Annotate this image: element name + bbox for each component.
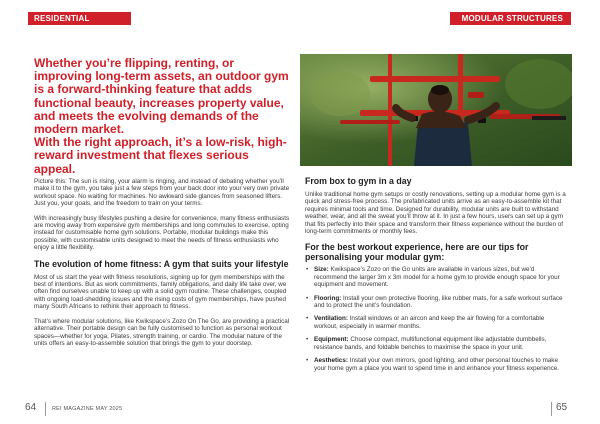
tips-list [305, 266, 567, 371]
lead-paragraph-2: With the right approach, it’s a low-risk, high-reward investment that flexes serious appeal. [34, 135, 287, 176]
tip-text: Install your own protective flooring, like rubber mats, for a safe workout surface and to protect the unit’s foundation. [314, 294, 563, 310]
tip-text: Install your own mirrors, good lighting, and other personal touches to make your home gym a place you want to spend time in and enhance your fitness experience. [314, 357, 560, 372]
lead-paragraph-1: Whether you’re flipping, renting, or improving long-term assets, an outdoor gym is a forward-thinking feature that adds functional beauty, increases property value, and meets the evolving demands of the modern market. [34, 56, 289, 137]
footer-divider [45, 402, 46, 416]
bullet-icon: • [306, 266, 309, 274]
section-heading-evolution: The evolution of home fitness: A gym that suits your lifestyle [34, 258, 289, 269]
section-heading-tips: For the best workout experience, here are our tips for personalising your modular gym: [305, 242, 529, 263]
tip-title: Aesthetics: [314, 357, 348, 365]
section-tag-modular-structures: MODULAR STRUCTURES [450, 12, 571, 25]
lead-quote [34, 57, 292, 176]
outdoor-gym-photo [300, 54, 572, 166]
bullet-icon: • [306, 315, 309, 323]
right-column [305, 174, 567, 378]
tip-text: Install windows or an aircon and keep the air flowing for a comfortable workout, especially in warmer months. [314, 315, 545, 330]
tip-title: Equipment: [314, 336, 349, 344]
magazine-name: REI MAGAZINE MAY 2025 [52, 406, 123, 412]
tip-aesthetics [305, 357, 567, 372]
section-tag-residential: RESIDENTIAL [28, 12, 131, 25]
tip-title: Ventilation: [314, 315, 348, 323]
convenience-paragraph: With increasingly busy lifestyles pushing a desire for convenience, many fitness enthusiasts are moving away from expensive gym memberships and long commutes to exercise, opting instead for customisable home gym solutions. Portable, modular buildings make this possible, with customisable units designed to meet the needs of fitness enthusiasts who enjoy a little flexibility. [34, 214, 290, 252]
bullet-icon: • [306, 336, 309, 344]
tip-ventilation [305, 315, 567, 330]
footer-divider [551, 402, 552, 416]
tip-flooring [305, 295, 567, 310]
tip-text: Kwikspace’s Zozo on the Go units are available in various sizes, but we’d recommend the larger 3m x 3m model for a home gym to provide enough space for your equipment and movement. [314, 266, 560, 289]
modular-solutions-paragraph: That’s where modular solutions, like Kwikspace’s Zozo On The Go, are providing a practical alternative. Their portable design can be fully customised to function as personal workout spaces—whether for yoga, Pilates, strength training, or cardio. The modular nature of the units offers an easy-to-assemble solution that brings the gym to your doorstep. [34, 317, 290, 347]
tip-title: Flooring: [314, 294, 342, 302]
tip-title: Size: [314, 266, 329, 274]
setup-paragraph: Unlike traditional home gym setups or costly renovations, setting up a modular home gym is a quick and stress-free process. The prefabricated units arrive as an easy-to-assemble kit that requires minimal tools and time. Designed for durability, modular units are built to withstand weather, wear, and all the sweat you’ll throw at it. In just a few hours, users can set up a gym that fits perfectly into their space and transform their fitness experience without the burden of long-term commitments or monthly fees. [305, 191, 566, 236]
bullet-icon: • [306, 294, 309, 302]
resolutions-paragraph: Most of us start the year with fitness resolutions, signing up for gym memberships with the best of intentions. But as work commitments, family obligations, and daily life take over, we often find ourselves unable to keep up with a solid gym routine. These challenges, coupled with ongoing load-shedding issues and the rising costs of gym memberships, have pushed many South Africans to rethink their approach to fitness. [34, 273, 287, 311]
tip-text: Choose compact, multifunctional equipment like adjustable dumbbells, resistance bands, and foldable benches to maximise the space in your unit. [314, 336, 547, 351]
page-number-left: 64 [25, 402, 37, 413]
tip-size [305, 266, 567, 288]
page-number-right: 65 [556, 402, 568, 413]
left-column [34, 178, 292, 354]
tip-equipment [305, 336, 567, 351]
intro-paragraph: Picture this: The sun is rising, your alarm is ringing, and instead of debating whether you’ll make it to the gym, you take just a few steps from your back door into your very own private workout space. No waiting for machines. No awkward side glances from seasoned lifters. Just you, your goals, and the freedom to train on your terms. [34, 178, 290, 208]
section-heading-box-to-gym: From box to gym in a day [305, 176, 412, 186]
bullet-icon: • [306, 357, 309, 365]
